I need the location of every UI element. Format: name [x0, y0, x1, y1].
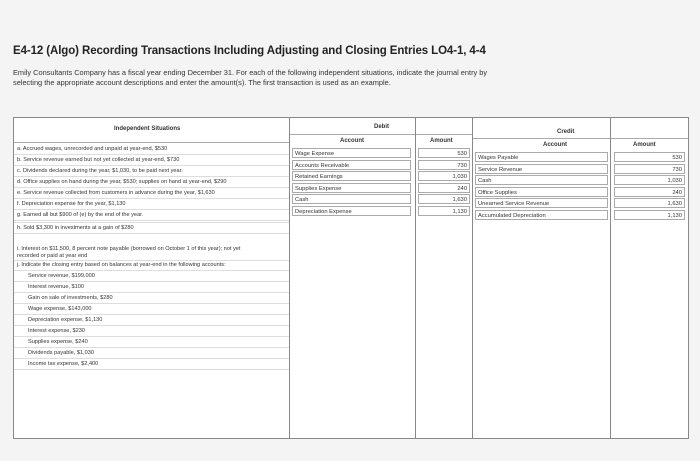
credit-amount-panel	[610, 117, 689, 439]
situation-i-line1: i. Interest on $11,500, 8 percent note payable (borrowed on October 1 of this year); not yet	[17, 246, 241, 252]
debit-header: Debit	[374, 124, 389, 130]
debit-account-header: Account	[340, 138, 364, 144]
situations-header: Independent Situations	[114, 126, 181, 132]
debit-account-select[interactable]: Depreciation Expense	[292, 206, 411, 216]
situation-h: h. Sold $3,300 in investments at a gain of $280	[14, 222, 289, 234]
closing-account-row: Dividends payable, $1,030	[14, 348, 303, 359]
debit-account-select[interactable]: Accounts Receivable	[292, 160, 411, 170]
debit-amount-input[interactable]: 1,130	[418, 206, 470, 216]
situation-row: b. Service revenue earned but not yet collected at year-end, $730	[14, 155, 292, 166]
closing-account-row: Interest expense, $230	[14, 326, 303, 337]
debit-amount-input[interactable]: 1,030	[418, 171, 470, 181]
debit-account-select[interactable]: Supplies Expense	[292, 183, 411, 193]
closing-account-row: Gain on sale of investments, $280	[14, 293, 303, 304]
debit-amount-input[interactable]: 730	[418, 160, 470, 170]
debit-amount-header: Amount	[430, 138, 453, 144]
situation-j: j. Indicate the closing entry based on balances at year-end in the following accounts:	[14, 260, 289, 271]
debit-account-select[interactable]: Retained Earnings	[292, 171, 411, 181]
credit-account-select[interactable]: Wages Payable	[475, 152, 608, 162]
page-title: E4-12 (Algo) Recording Transactions Including Adjusting and Closing Entries LO4-1, 4-4	[13, 45, 486, 57]
situations-panel	[13, 117, 290, 439]
credit-amount-input[interactable]: 1,030	[614, 175, 685, 185]
instructions-text: Emily Consultants Company has a fiscal year ending December 31. For each of the following independent situations, indicate the journal entry by selecting the appropriate account descriptions and enter the amount(s). The first transaction is used as an example.	[13, 68, 488, 87]
situation-row: e. Service revenue collected from customers in advance during the year, $1,630	[14, 188, 292, 199]
credit-header: Credit	[557, 129, 575, 135]
credit-panel	[472, 117, 611, 439]
situation-row: a. Accrued wages, unrecorded and unpaid at year-end, $530	[14, 144, 292, 155]
debit-amount-input[interactable]: 530	[418, 148, 470, 158]
closing-account-row: Supplies expense, $240	[14, 337, 303, 348]
debit-amount-input[interactable]: 1,630	[418, 194, 470, 204]
situation-row: c. Dividends declared during the year, $1,030, to be paid next year.	[14, 166, 292, 177]
situation-row: g. Earned all but $900 of (e) by the end of the year.	[14, 210, 292, 221]
debit-account-select[interactable]: Wage Expense	[292, 148, 411, 158]
credit-amount-header: Amount	[633, 142, 656, 148]
debit-amount-input[interactable]: 240	[418, 183, 470, 193]
credit-amount-input[interactable]: 530	[614, 152, 685, 162]
credit-account-select[interactable]: Accumulated Depreciation	[475, 210, 608, 220]
closing-account-row: Interest revenue, $100	[14, 282, 303, 293]
credit-account-select[interactable]: Cash	[475, 175, 608, 185]
credit-amount-input[interactable]: 1,630	[614, 198, 685, 208]
credit-amount-input[interactable]: 1,130	[614, 210, 685, 220]
situation-row: f. Depreciation expense for the year, $1,130	[14, 199, 292, 210]
closing-account-row: Wage expense, $143,000	[14, 304, 303, 315]
credit-account-select[interactable]: Unearned Service Revenue	[475, 198, 608, 208]
debit-amount-panel	[415, 117, 473, 439]
closing-account-row: Income tax expense, $2,400	[14, 359, 303, 370]
debit-account-select[interactable]: Cash	[292, 194, 411, 204]
situation-row: d. Office supplies on hand during the year, $530; supplies on hand at year-end, $290	[14, 177, 292, 188]
credit-account-select[interactable]: Service Revenue	[475, 164, 608, 174]
closing-account-row: Service revenue, $199,000	[14, 271, 303, 282]
credit-amount-input[interactable]: 730	[614, 164, 685, 174]
debit-panel	[289, 117, 416, 439]
credit-amount-input[interactable]: 240	[614, 187, 685, 197]
credit-account-header: Account	[543, 142, 567, 148]
closing-account-row: Depreciation expense, $1,130	[14, 315, 303, 326]
credit-account-select[interactable]: Office Supplies	[475, 187, 608, 197]
situation-i-line2: recorded or paid at year end	[14, 253, 289, 261]
